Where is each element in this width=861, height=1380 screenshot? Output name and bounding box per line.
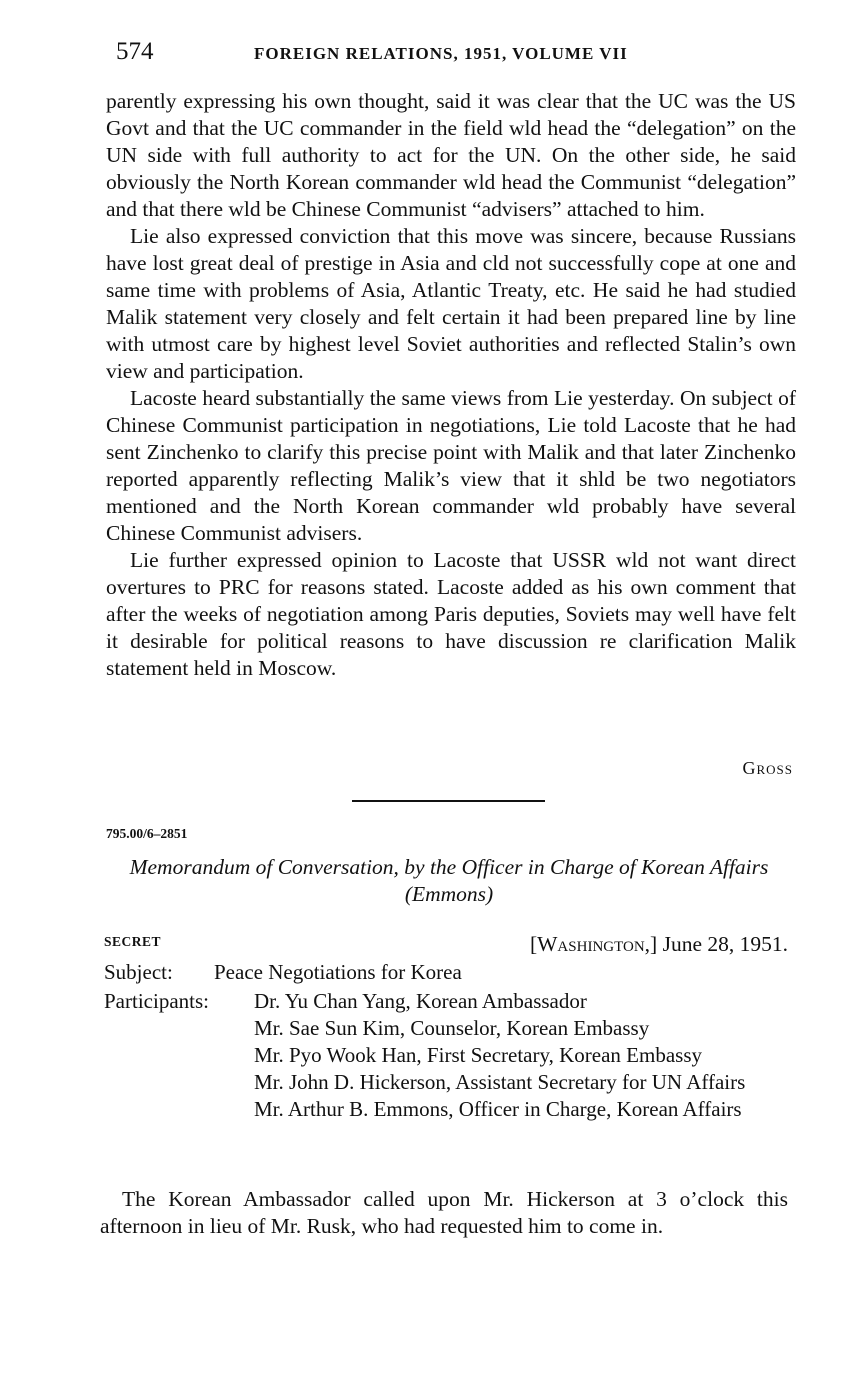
page-number: 574 xyxy=(116,38,154,65)
participants-list xyxy=(254,988,790,1123)
subject-label: Subject: xyxy=(104,960,173,984)
dateline xyxy=(530,932,788,957)
opening-paragraph: The Korean Ambassador called upon Mr. Hickerson at 3 o’clock this afternoon in lieu of Mr. Rusk, who had requested him to come in. xyxy=(100,1187,788,1238)
participant-item: Dr. Yu Chan Yang, Korean Ambassador xyxy=(254,989,587,1013)
continued-text xyxy=(106,88,796,682)
file-number: 795.00/6–2851 xyxy=(106,826,188,841)
dateline-date: June 28, 1951. xyxy=(662,932,788,956)
participant-item: Mr. Arthur B. Emmons, Officer in Charge, Korean Affairs xyxy=(254,1097,742,1121)
memorandum-title: Memorandum of Conversation, by the Officer in Charge of Korean Affairs (Emmons) xyxy=(129,855,769,906)
paragraph-lie-opinion: Lie further expressed opinion to Lacoste that USSR wld not want direct overtures to PRC for reasons stated. Lacoste added as his own comment that after the weeks of negotiation among Paris deputies, Soviets may well have felt it desirable for political reasons to have discussion re clarification Malik statement held in Moscow. xyxy=(106,548,796,680)
participant-item: Mr. Pyo Wook Han, First Secretary, Korean Embassy xyxy=(254,1043,702,1067)
paragraph-lacoste-views: Lacoste heard substantially the same views from Lie yesterday. On subject of Chinese Communist participation in negotiations, Lie told Lacoste that he had sent Zinchenko to clarify this precise point with Malik and that later Zinchenko reported apparently reflecting Malik’s view that it shld be two negotiators mentioned and the North Korean commander wld probably have several Chinese Communist advisers. xyxy=(106,386,796,545)
section-divider xyxy=(352,800,545,802)
paragraph-continued: parently expressing his own thought, said it was clear that the UC was the US Govt and that the UC commander in the field wld head the “delegation” on the UN side with full authority to act for the UN. On the other side, he said obviously the North Korean commander wld head the Communist “delegation” and that there wld be Chinese Communist “advisers” attached to him. xyxy=(106,89,796,221)
signature: Gross xyxy=(742,758,793,778)
participant-item: Mr. Sae Sun Kim, Counselor, Korean Embassy xyxy=(254,1016,650,1040)
classification-label: SECRET xyxy=(104,934,162,949)
participants-label: Participants: xyxy=(104,989,209,1013)
dateline-place: [Washington,] xyxy=(529,932,658,956)
participant-item: Mr. John D. Hickerson, Assistant Secretary for UN Affairs xyxy=(254,1070,746,1094)
running-head: FOREIGN RELATIONS, 1951, VOLUME VII xyxy=(254,44,628,63)
paragraph-lie-conviction: Lie also expressed conviction that this move was sincere, because Russians have lost great deal of prestige in Asia and cld not successfully cope at one and same time with problems of Asia, Atlantic Treaty, etc. He said he had studied Malik statement very closely and felt certain it had been prepared line by line with utmost care by highest level Soviet authorities and reflected Stalin’s own view and participation. xyxy=(106,224,796,383)
page-header xyxy=(116,36,796,70)
subject-value: Peace Negotiations for Korea xyxy=(214,960,462,984)
